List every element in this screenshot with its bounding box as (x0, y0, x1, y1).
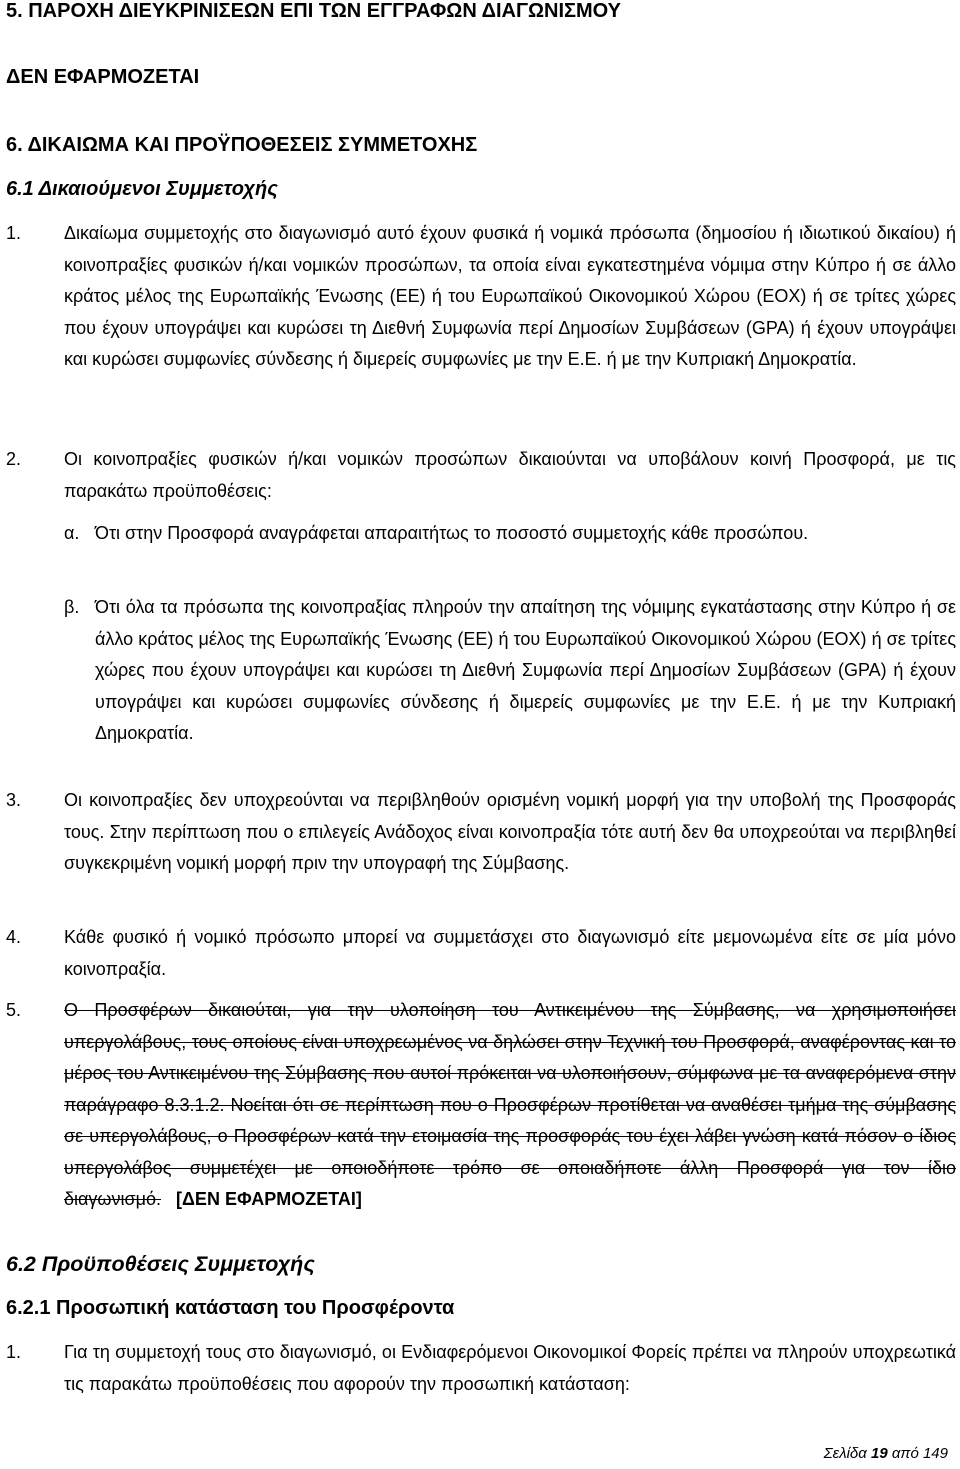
item-number: 2. (6, 449, 22, 469)
struck-paragraph (64, 995, 956, 1216)
paragraph: Κάθε φυσικό ή νομικό πρόσωπο μπορεί να συμμετάσχει στο διαγωνισμό είτε μεμονωμένα είτε σε μία μόνο κοινοπραξία. (64, 927, 956, 979)
paragraph: Οι κοινοπραξίες φυσικών ή/και νομικών προσώπων δικαιούνται να υποβάλουν κοινή Προσφορά, με τις παρακάτω προϋποθέσεις: (64, 449, 956, 501)
item-number: 5. (6, 1000, 22, 1020)
paragraph: Για τη συμμετοχή τους στο διαγωνισμό, οι Ενδιαφερόμενοι Οικονομικοί Φορείς πρέπει να πληρούν υποχρεωτικά τις παρακάτω προϋποθέσεις που αφορούν την προσωπική κατάσταση: (64, 1342, 956, 1394)
item-number: 1. (6, 1342, 22, 1362)
heading-not-applicable: ΔΕΝ ΕΦΑΡΜΟΖΕΤΑΙ (6, 66, 200, 88)
item-number: 1. (6, 223, 22, 243)
sub-paragraph: Ότι στην Προσφορά αναγράφεται απαραιτήτως το ποσοστό συμμετοχής κάθε προσώπου. (95, 523, 809, 543)
page-footer (824, 1444, 948, 1464)
item-number: 3. (6, 790, 22, 810)
sub-paragraph: Ότι όλα τα πρόσωπα της κοινοπραξίας πληρούν την απαίτηση της νόμιμης εγκατάστασης στην Κύπρο ή σε άλλο κράτος μέλος της Ευρωπαϊκής Ένωσης (ΕΕ) ή του Ευρωπαϊκού Οικονομικού Χώρου (ΕΟΧ) ή σε τρίτες χώρες που έχουν υπογράψει και κυρώσει τη Διεθνή Συμφωνία περί Δημοσίων Συμβάσεων (GPA) ή έχουν υπογράψει και κυρώσει συμφωνίες σύνδεσης ή διμερείς συμφωνίες με την Ε.Ε. ή με την Κυπριακή Δημοκρατία. (95, 597, 956, 743)
heading-section-6-2-1: 6.2.1 Προσωπική κατάσταση του Προσφέροντα (6, 1297, 455, 1319)
heading-section-5: 5. ΠΑΡΟΧΗ ΔΙΕΥΚΡΙΝΙΣΕΩΝ ΕΠΙ ΤΩΝ ΕΓΓΡΑΦΩΝ ΔΙΑΓΩΝΙΣΜΟΥ (6, 0, 622, 22)
paragraph: Οι κοινοπραξίες δεν υποχρεούνται να περιβληθούν ορισμένη νομική μορφή για την υποβολή της Προσφοράς τους. Στην περίπτωση που ο επιλεγείς Ανάδοχος είναι κοινοπραξία τότε αυτή δεν θα υποχρεούται να περιβληθεί συγκεκριμένη νομική μορφή πριν την υπογραφή της Σύμβασης. (64, 790, 956, 873)
item-number: 4. (6, 927, 22, 947)
paragraph: Δικαίωμα συμμετοχής στο διαγωνισμό αυτό έχουν φυσικά ή νομικά πρόσωπα (δημοσίου ή ιδιωτικού δικαίου) ή κοινοπραξίες φυσικών ή/και νομικών προσώπων, τα οποία είναι εγκατεστημένα νόμιμα στην Κύπρο ή σε άλλο κράτος μέλος της Ευρωπαϊκής Ένωσης (ΕΕ) ή του Ευρωπαϊκού Οικονομικού Χώρου (ΕΟΧ) ή σε τρίτες χώρες που έχουν υπογράψει και κυρώσει τη Διεθνή Συμφωνία περί Δημοσίων Συμβάσεων (GPA) ή έχουν υπογράψει και κυρώσει συμφωνίες σύνδεσης ή διμερείς συμφωνίες με την Ε.Ε. ή με την Κυπριακή Δημοκρατία. (64, 223, 956, 369)
heading-section-6: 6. ΔΙΚΑΙΩΜΑ ΚΑΙ ΠΡΟΫΠΟΘΕΣΕΙΣ ΣΥΜΜΕΤΟΧΗΣ (6, 134, 478, 156)
not-applicable-note: [ΔΕΝ ΕΦΑΡΜΟΖΕΤΑΙ] (176, 1189, 362, 1209)
heading-section-6-2: 6.2 Προϋποθέσεις Συμμετοχής (6, 1252, 315, 1276)
sub-item-label: α. (64, 523, 80, 543)
page-word: Σελίδα (823, 1445, 867, 1462)
heading-section-6-1: 6.1 Δικαιούμενοι Συμμετοχής (6, 178, 278, 200)
page-number: 19 (870, 1445, 888, 1462)
of-word: από (891, 1445, 919, 1462)
page-total: 149 (922, 1445, 948, 1462)
sub-item-label: β. (64, 597, 80, 617)
struck-text: Ο Προσφέρων δικαιούται, για την υλοποίηση του Αντικειμένου της Σύμβασης, να χρησιμοποιήσει υπεργολάβους, τους οποίους είναι υποχρεωμένος να δηλώσει στην Τεχνική του Προσφορά, αναφέροντας και το μέρος του Αντικειμένου της Σύμβασης που αυτοί πρόκειται να υλοποιήσουν, σύμφωνα με τα αναφερόμενα στην παράγραφο 8.3.1.2. Νοείται ότι σε περίπτωση που ο Προσφέρων προτίθεται να αναθέσει τμήμα της σύμβασης σε υπεργολάβους, ο Προσφέρων κατά την ετοιμασία της προσφοράς του έχει λάβει γνώση κατά πόσον ο ίδιος υπεργολάβος συμμετέχει με οποιοδήποτε τρόπο σε οποιαδήποτε άλλη Προσφορά για τον ίδιο διαγωνισμό. (64, 1000, 956, 1209)
